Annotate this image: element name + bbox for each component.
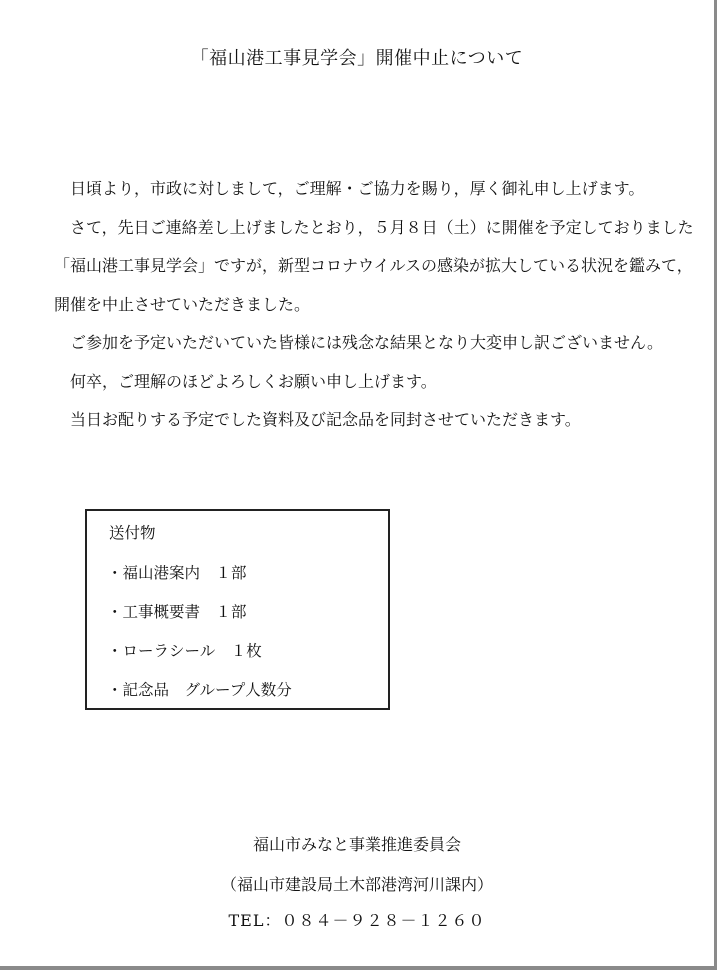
enclosure-item: ・記念品 グループ人数分 <box>107 681 292 699</box>
page-title: 「福山港工事見学会」開催中止について <box>190 48 524 69</box>
enclosure-note-paragraph: 当日お配りする予定でした資料及び記念品を同封させていただきます。 <box>70 410 581 429</box>
enclosure-item: ・工事概要書 １部 <box>107 603 247 621</box>
greeting-paragraph: 日頃より，市政に対しまして，ご理解・ご協力を賜り，厚く御礼申し上げます。 <box>70 179 645 198</box>
apology-paragraph: ご参加を予定いただいていた皆様には残念な結果となり大変申し訳ございません。 <box>70 333 663 352</box>
enclosure-box <box>85 509 390 710</box>
request-paragraph: 何卒，ご理解のほどよろしくお願い申し上げます。 <box>70 371 437 391</box>
letter-body <box>54 170 694 440</box>
enclosure-item: ・福山港案内 １部 <box>107 564 247 582</box>
enclosure-item: ・ローラシール １枚 <box>107 642 262 660</box>
organization-name: 福山市みなと事業推進委員会 <box>252 835 461 854</box>
cancellation-paragraph: さて，先日ご連絡差し上げましたとおり，５月８日（土）に開催を予定しておりました「福山港工事見学会」ですが，新型コロナウイルスの感染が拡大している状況を鑑みて，開催を中止させていただきました。 <box>54 217 694 314</box>
enclosure-title: 送付物 <box>109 524 156 542</box>
telephone-number: TEL：０８４－９２８－１２６０ <box>228 911 486 930</box>
department-name: （福山市建設局土木部港湾河川課内） <box>220 875 493 894</box>
